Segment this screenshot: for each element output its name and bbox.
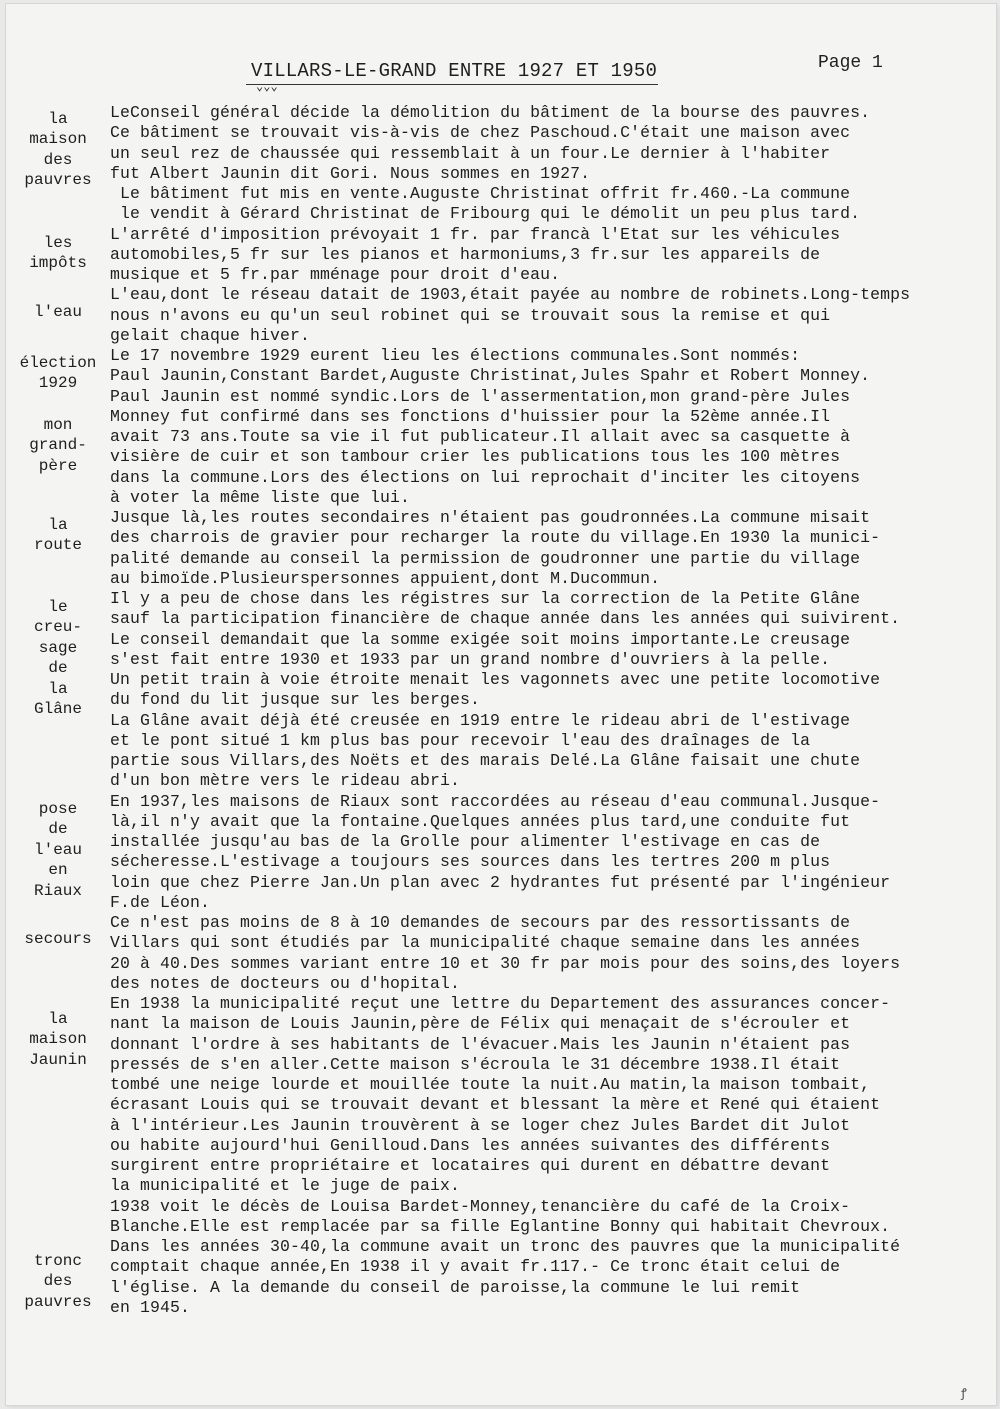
text-line: écrasant Louis qui se trouvait devant et blessant la mère et René qui étaient	[110, 1095, 881, 1115]
text-line: tombé une neige lourde et mouillée toute la nuit.Au matin,la maison tombait,	[110, 1075, 871, 1094]
text-line: Le bâtiment fut mis en vente.Auguste Christinat offrit fr.460.-La commune	[110, 184, 851, 203]
text-line: et le pont situé 1 km plus bas pour recevoir l'eau des draînages de la	[110, 730, 811, 750]
text-line: la municipalité et le juge de paix.	[110, 1176, 461, 1196]
text-line: comptait chaque année,En 1938 il y avait fr.117.- Ce tronc était celui de	[110, 1257, 841, 1277]
text-line: ou habite aujourd'hui Genilloud.Dans les années suivantes des différents	[110, 1135, 831, 1155]
text-line: palité demande au conseil la permission de goudronner une partie du village	[110, 548, 861, 568]
text-line: Blanche.Elle est remplacée par sa fille Eglantine Bonny qui habitait Chevroux.	[110, 1216, 891, 1236]
text-line: nant la maison de Louis Jaunin,père de Félix qui menaçait de s'écrouler et	[110, 1014, 851, 1034]
text-line: d'un bon mètre vers le rideau abri.	[110, 771, 461, 791]
margin-note-impots: les impôts	[29, 234, 87, 273]
text-line: LeConseil général décide la démolition du bâtiment de la bourse des pauvres.	[110, 103, 871, 122]
text-line: L'eau,dont le réseau datait de 1903,était payée au nombre de robinets.Long-temps	[110, 285, 911, 305]
text-line: Le 17 novembre 1929 eurent lieu les élections communales.Sont nommés:	[110, 346, 801, 365]
margin-note-maison-jaunin: la maison Jaunin	[29, 1010, 87, 1069]
text-line: des notes de docteurs ou d'hopital.	[110, 973, 461, 993]
text-line: Le conseil demandait que la somme exigée soit moins importante.Le creusage	[110, 629, 851, 649]
text-line: un seul rez de chaussée qui ressemblait à un four.Le dernier à l'habiter	[110, 143, 831, 163]
text-line: Paul Jaunin,Constant Bardet,Auguste Christinat,Jules Spahr et Robert Monney.	[110, 366, 871, 386]
text-line: 20 à 40.Des sommes variant entre 10 et 30 fr par mois pour des soins,des loyers	[110, 953, 901, 973]
text-line: pressés de s'en aller.Cette maison s'écroula le 31 décembre 1938.Il était	[110, 1054, 841, 1074]
margin-note-tronc-des-pauvres: tronc des pauvres	[24, 1252, 92, 1311]
text-line: s'est fait entre 1930 et 1933 par un grand nombre d'ouvriers à la pelle.	[110, 649, 831, 669]
corner-scribble-icon: ꝭ	[961, 1387, 967, 1401]
text-line: Ce n'est pas moins de 8 à 10 demandes de secours par des ressortissants de	[110, 913, 851, 932]
text-line: Ce bâtiment se trouvait vis-à-vis de chez Paschoud.C'était une maison avec	[110, 123, 851, 143]
text-line: musique et 5 fr.par mménage pour droit d'eau.	[110, 265, 561, 284]
text-line: L'arrêté d'imposition prévoyait 1 fr. par francà l'Etat sur les véhicules	[110, 224, 841, 244]
text-line: des charrois de gravier pour recharger la route du village.En 1930 la munici-	[110, 528, 881, 548]
margin-note-eau: l'eau	[33, 303, 82, 321]
text-line: automobiles,5 fr sur les pianos et harmoniums,3 fr.sur les appareils de	[110, 244, 821, 264]
text-line: 1938 voit le décès de Louisa Bardet-Monney,tenancière du café de la Croix-	[110, 1196, 851, 1216]
margin-note-grand-pere: mon grand- père	[29, 416, 87, 475]
text-line: Dans les années 30-40,la commune avait un tronc des pauvres que la municipalité	[110, 1237, 901, 1256]
text-line: F.de Léon.	[110, 892, 211, 912]
text-line: Monney fut confirmé dans ses fonctions d'huissier pour la 52ème année.Il	[110, 406, 831, 426]
title-underline	[246, 84, 658, 85]
text-line: Paul Jaunin est nommé syndic.Lors de l'assermentation,mon grand-père Jules	[110, 386, 851, 406]
text-line: En 1938 la municipalité reçut une lettre du Departement des assurances concer-	[110, 994, 891, 1013]
text-line: sécheresse.L'estivage a toujours ses sources dans les tertres 200 m plus	[110, 852, 831, 872]
text-line: surgirent entre propriétaire et locataires qui durent en débattre devant	[110, 1156, 831, 1175]
page-number: Page 1	[818, 53, 883, 73]
text-line: nous n'avons eu qu'un seul robinet qui se trouvait sous la remise et qui	[110, 305, 831, 325]
page-title: VILLARS-LE-GRAND ENTRE 1927 ET 1950	[251, 60, 658, 82]
text-line: dans la commune.Lors des élections on lui reprochait d'inciter les citoyens	[110, 467, 861, 487]
text-line: En 1937,les maisons de Riaux sont raccordées au réseau d'eau communal.Jusque-	[110, 791, 881, 811]
text-line: Villars qui sont étudiés par la municipalité chaque semaine dans les années	[110, 933, 861, 953]
text-line: visière de cuir et son tambour crier les publications tous les 100 mètres	[110, 447, 841, 467]
text-line: du fond du lit jusque sur les berges.	[110, 690, 481, 710]
text-line: Il y a peu de chose dans les régistres sur la correction de la Petite Glâne	[110, 589, 861, 608]
typed-body-text	[110, 103, 1000, 1318]
title-underline-marks: ⌄⌄⌄	[256, 80, 278, 94]
text-line: en 1945.	[110, 1297, 191, 1317]
document-page	[6, 4, 996, 1405]
text-line: sauf la participation financière de chaque année dans les années qui suivirent.	[110, 609, 901, 629]
margin-note-creusage-glane: le creu- sage de la Glâne	[33, 598, 82, 719]
margin-note-secours: secours	[24, 930, 92, 948]
text-line: La Glâne avait déjà été creusée en 1919 entre le rideau abri de l'estivage	[110, 710, 851, 730]
text-line: fut Albert Jaunin dit Gori. Nous sommes en 1927.	[110, 163, 591, 183]
text-line: gelait chaque hiver.	[110, 325, 311, 345]
text-line: au bimoïde.Plusieurspersonnes appuient,dont M.Ducommun.	[110, 568, 661, 588]
text-line: loin que chez Pierre Jan.Un plan avec 2 hydrantes fut présenté par l'ingénieur	[110, 872, 891, 892]
text-line: l'église. A la demande du conseil de paroisse,la commune le lui remit	[110, 1277, 801, 1297]
text-line: Un petit train à voie étroite menait les vagonnets avec une petite locomotive	[110, 670, 881, 689]
text-line: le vendit à Gérard Christinat de Fribourg qui le démolit un peu plus tard.	[110, 204, 861, 224]
text-line: à l'intérieur.Les Jaunin trouvèrent à se loger chez Jules Bardet dit Julot	[110, 1115, 851, 1135]
text-line: là,il n'y avait que la fontaine.Quelques années plus tard,une conduite fut	[110, 811, 851, 831]
margin-note-maison-des-pauvres: la maison des pauvres	[24, 110, 92, 190]
text-line: partie sous Villars,des Noëts et des marais Delé.La Glâne faisait une chute	[110, 751, 861, 770]
margin-note-election-1929: élection 1929	[19, 354, 97, 393]
text-line: à voter la même liste que lui.	[110, 487, 411, 507]
text-line: donnant l'ordre à ses habitants de l'évacuer.Mais les Jaunin n'étaient pas	[110, 1034, 851, 1054]
margin-note-eau-riaux: pose de l'eau en Riaux	[33, 800, 82, 900]
text-line: installée jusqu'au bas de la Grolle pour alimenter l'estivage en cas de	[110, 832, 821, 851]
text-line: Jusque là,les routes secondaires n'étaient pas goudronnées.La commune misait	[110, 508, 871, 527]
margin-note-route: la route	[33, 516, 82, 555]
text-line: avait 73 ans.Toute sa vie il fut publicateur.Il allait avec sa casquette à	[110, 427, 851, 446]
